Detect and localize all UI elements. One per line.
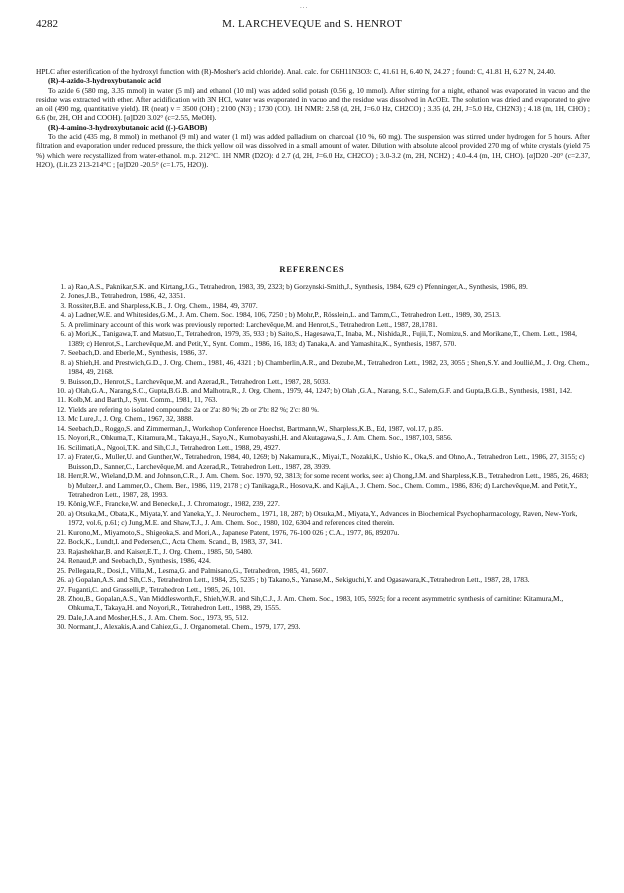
experimental-section [36,67,590,169]
reference-text: Herr,R.W., Wieland,D.M. and Johnson,C.R., J. Am. Chem. Soc. 1970, 92, 3813; for some recent works, see: a) Chong,J.M. and Sharpless,K.B., Tetrahedron Lett., 1985, 26, 4683; b) Mulzer,J. and Lammer,O., Chem. Ber., 1986, 119, 2178 ; c) Tanikaga,R., Hosova,K. and Kaji,A., J. Chem. Soc., Chem. Comm., 1986, 836; d) Larchevêque,M. and Petit,Y., Tetrahedron Lett., 1987, 28, 1993. [68,471,589,499]
reference-text: a) Gopalan,A.S. and Sih,C.S., Tetrahedron Lett., 1984, 25, 5235 ; b) Takano,S., Yanase,M., Sekiguchi,Y. and Ogasawara,K.,Tetrahedron Lett., 1987, 28, 1783. [68,575,530,585]
references-list [56,282,594,632]
reference-number: 3. [60,300,66,310]
reference-number: 5. [60,319,66,329]
reference-text: Zhou,B., Gopalan,A.S., Van Middlesworth,F., Shieh,W.R. and Sih,C.J., J. Am. Chem. Soc., 1983, 105, 5925; for a recent asymmetric synthesis of carnitine: Kitamura,M., Ohkuma,T., Takaya,H. and Noyori,R., Tetrahedron Lett., 1988, 29, 1555. [68,593,564,613]
reference-text: a) Shieh,H. and Prestwich,G.D., J. Org. Chem., 1981, 46, 4321 ; b) Chamberlin,A.R., and Dezube,M., Tetrahedron Lett., 1982, 23, 3055 ; Shen,S.Y. and Joullié,M., J. Org. Chem., 1984, 49, 2168. [68,357,590,377]
reference-item [56,301,594,310]
reference-item [56,320,594,329]
references-title: REFERENCES [279,264,345,274]
azido-procedure-paragraph: To azide 6 (580 mg, 3.35 mmol) in water (5 ml) and ethanol (10 ml) was added solid potash (0.56 g, 10 mmol). After stirring for a night, ethanol was evaporated in vacuo and the residue was extracted with ether. After acidification with 3N HCl, water was evaporated in vacuo and the residue was dissolved in AcOEt. The solution was dried and evaporated to give an oil (490 mg, quantitative yield). IR (neat) v = 3500 (OH) ; 2100 (N3) ; 1730 (CO). 1H NMR: 2.58 (d, 2H, J=6.0 Hz, CH2CO) ; 3.35 (d, 2H, J=5.0 Hz, CH2N3) ; 4.18 (m, 1H, CHO) ; 6.6 (br, 2H, OH and COOH). [α]D20 3.02° (c=2.55, MeOH). [36,85,590,123]
reference-item [56,528,594,537]
reference-text: Kurono,M., Miyamoto,S., Shigeoka,S. and Mori,A., Japanese Patent, 1976, 76-100 026 ; C.A., 1977, 86, 89207u. [68,527,400,537]
reference-number: 13. [56,414,66,424]
reference-item [56,433,594,442]
reference-text: a) Frater,G., Muller,U. and Gunther,W., Tetrahedron, 1984, 40, 1269; b) Nakamura,K., Miyai,T., Nozaki,K., Ushio K., Oka,S. and Ohno,A., Tetrahedron Lett., 1986, 27, 3155; c) Buisson,D., Sanner,C., Larchevêque,M. and Azerad,R., Tetrahedron Lett., 1987, 28, 3939. [68,452,585,471]
reference-item [56,613,594,622]
reference-text: a) Rao,A.S., Paknikar,S.K. and Kirtang,J.G., Tetrahedron, 1983, 39, 2323; b) Gorzynski-Smith,J., Synthesis, 1984, 629 c) Pfenninger,A., Synthesis, 1986, 89. [68,282,528,291]
reference-item [56,282,594,291]
reference-number: 14. [56,423,66,433]
reference-item [56,556,594,565]
reference-item [56,547,594,556]
reference-number: 7. [60,348,66,358]
reference-item [56,452,594,471]
reference-number: 2. [60,291,66,301]
reference-item [56,405,594,414]
reference-number: 25. [56,565,66,575]
reference-text: a) Ladner,W.E. and Whitesides,G.M., J. Am. Chem. Soc. 1984, 106, 7250 ; b) Mohr,P., Rösslein,L. and Tamm,C., Tetrahedron Lett., 1989, 30, 2513. [68,310,501,320]
reference-text: a) Otsuka,M., Obata,K., Miyata,Y. and Yaneka,Y., J. Neurochem., 1971, 18, 287; b) Otsuka,M., Miyata,Y., Advances in Biochemical Psychopharmacology, Raven, New-York, 1972, vol.6, p.61; c) Jung,M.E. and Shaw,T.J., J. Am. Chem. Soc., 1980, 102, 6304 and references cited therein. [68,508,578,528]
analysis-paragraph: HPLC after esterification of the hydroxyl function with (R)-Mosher's acid chloride). Anal. calc. for C6H11N3O3: C, 41.61 H, 6.40 N, 24.27 ; found: C, 41.81 H, 6.27 N, 24.40. [36,67,556,76]
reference-text: Bock,K., Lundt,I. and Pedersen,C., Acta Chem. Scand., B, 1983, 37, 341. [68,537,283,547]
reference-item [56,329,594,348]
reference-item [56,499,594,508]
running-head: M. LARCHEVEQUE and S. HENROT [222,18,402,30]
reference-item [56,594,594,613]
reference-item [56,509,594,528]
reference-text: A preliminary account of this work was previously reported: Larchevêque,M. and Henrot,S., Tetrahedron Lett., 1987, 28,1781. [68,319,438,329]
reference-text: Pellegata,R., Dosi,I., Villa,M., Lesma,G. and Palmisano,G., Tetrahedron, 1985, 41, 5607. [68,565,329,575]
reference-text: Renaud,P. and Seebach,D., Synthesis, 1986, 424. [68,556,211,566]
reference-item [56,291,594,300]
reference-number: 15. [56,433,66,443]
reference-item [56,395,594,404]
reference-text: Kolb,M. and Barth,J., Synt. Comm., 1981, 11, 763. [68,395,218,405]
page-number: 4282 [36,18,58,30]
reference-item [56,537,594,546]
reference-number: 18. [56,471,66,481]
reference-number: 19. [56,499,66,509]
reference-number: 26. [56,575,66,585]
reference-text: Rajashekhar,B. and Kaiser,E.T., J. Org. Chem., 1985, 50, 5480. [68,546,253,556]
reference-number: 30. [56,622,66,632]
reference-number: 9. [60,376,66,386]
reference-text: Mc Lure,J., J. Org. Chem., 1967, 32, 3888. [68,414,194,424]
reference-number: 16. [56,442,66,452]
reference-text: Seebach,D., Roggo,S. and Zimmerman,J., Workshop Conference Hoechst, Bartmann,W., Sharpless,K.B., Ed, 1987, vol.17, p.85. [68,423,444,433]
reference-text: Seebach,D. and Eberle,M., Synthesis, 1986, 37. [68,348,208,358]
reference-text: Normant,J., Alexakis,A.and Cahiez,G., J. Organometal. Chem., 1979, 177, 293. [68,622,301,632]
reference-text: Scilimati,A., Ngooi,T.K. and Sih,C.J., Tetrahedron Lett., 1988, 29, 4927. [68,442,281,452]
reference-text: Fuganti,C. and Grasselli,P., Tetrahedron Lett., 1985, 26, 101. [68,584,246,594]
reference-number: 29. [56,612,66,622]
reference-number: 4. [60,310,66,320]
reference-number: 17. [56,452,66,462]
reference-item [56,585,594,594]
reference-item [56,575,594,584]
reference-item [56,386,594,395]
reference-text: Rossiter,B.E. and Sharpless,K.B., J. Org. Chem., 1984, 49, 3707. [68,300,258,310]
reference-item [56,358,594,377]
reference-item [56,348,594,357]
reference-item [56,471,594,499]
reference-number: 21. [56,527,66,537]
reference-text: Noyori,R., Ohkuma,T., Kitamura,M., Takaya,H., Sayo,N., Kumobayashi,H. and Akutagawa,S., J. Am. Chem. Soc., 1987,103, 5856. [68,433,453,443]
reference-text: König,W.F., Francke,W. and Benecke,I., J. Chromatogr., 1982, 239, 227. [68,499,280,509]
reference-number: 28. [56,593,66,603]
reference-text: Yields are refering to isolated compounds: 2a or 2'a: 80 %; 2b or 2'b: 82 %; 2'c: 80 %. [68,404,319,414]
compound-heading-gabob: (R)-4-amino-3-hydroxybutanoic acid ((-)-GABOB) [48,122,208,132]
reference-text: Jones,J.B., Tetrahedron, 1986, 42, 3351. [68,291,186,301]
reference-item [56,566,594,575]
reference-text: a) Mori,K., Tanigawa,T. and Matsuo,T., Tetrahedron, 1979, 35, 933 ; b) Saito,S., Hagesawa,T., Inaba, M., Nishida,R., Fujii,T., Nomizu,S. and Morikane,T., Chem. Lett., 1984, 1389; c) Henrot,S., Larchevêque,M. and Petit,Y., Synt. Comm., 1986, 16, 183; d) Tanaka,A. and Yamashita,K., Synthesis, 1987, 570. [68,329,577,348]
reference-item [56,414,594,423]
reference-item [56,377,594,386]
reference-number: 12. [56,404,66,414]
reference-number: 8. [60,357,66,367]
reference-item [56,443,594,452]
reference-item [56,424,594,433]
compound-heading-azido: (R)-4-azido-3-hydroxybutanoic acid [48,76,161,86]
reference-number: 10. [56,385,66,395]
page-header [36,18,588,32]
reference-item [56,622,594,631]
reference-number: 6. [60,329,66,339]
gabob-procedure-paragraph: To the acid (435 mg, 8 mmol) in methanol (9 ml) and water (1 ml) was added palladium on charcoal (10 %, 60 mg). The suspension was stirred under hydrogen for 5 hours. After filtration and evaporation under reduced pressure, the thick yellow oil was dissolved in a small amount of water. Dilution with absolute alcool provided 270 mg of white crystals (yield 75 %) which were recystallized from water-ethanol. m.p. 212°C. 1H NMR (D2O): d 2.7 (d, 2H, J=6.0 Hz, CH2CO) ; 3.0-3.2 (m, 2H, NCH2) ; 4.0-4.4 (m, 1H, CHO). [α]D20 -20° (c=2.37, H2O), (Lit.23 213-214°C ; [α]D20 -20.5° (c=1.75, H2O)). [36,132,590,169]
reference-text: Buisson,D., Henrot,S., Larchevêque,M. and Azerad,R., Tetrahedron Lett., 1987, 28, 5033. [68,376,331,386]
reference-text: a) Olah,G.A., Narang,S.C., Gupta,B.G.B. and Malhotra,R., J. Org. Chem., 1979, 44, 1247; b) Olah ,G.A., Narang, S.C., Salem,G.F. and Gupta,B.G.B., Synthesis, 1981, 142. [68,385,572,395]
reference-number: 20. [56,508,66,518]
reference-number: 23. [56,546,66,556]
reference-item [56,310,594,319]
top-mark: ... [300,2,309,10]
reference-number: 1. [60,282,66,291]
reference-text: Dale,J.A.and Mosher,H.S., J. Am. Chem. Soc., 1973, 95, 512. [68,612,249,622]
reference-number: 22. [56,537,66,547]
reference-number: 24. [56,556,66,566]
reference-number: 27. [56,584,66,594]
reference-number: 11. [57,395,66,405]
